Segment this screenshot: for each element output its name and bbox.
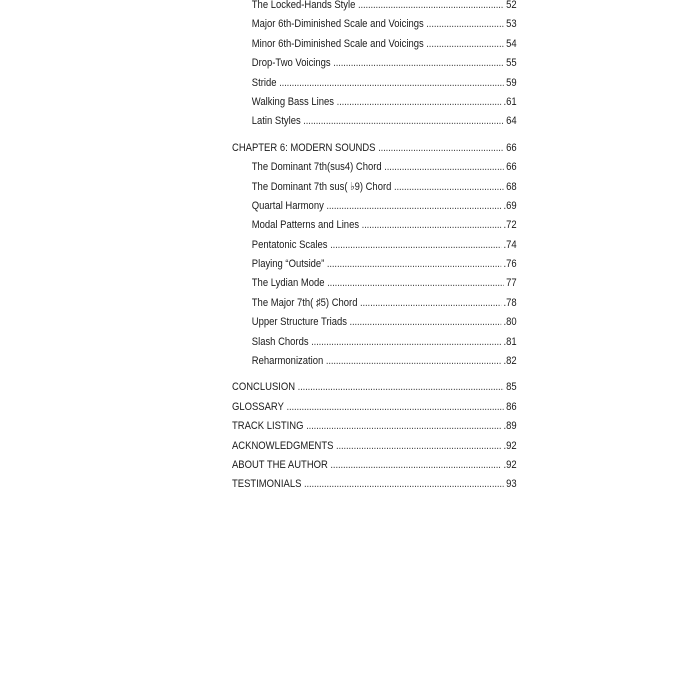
toc-entry-title: Stride xyxy=(251,76,277,89)
toc-entry[interactable] xyxy=(232,398,517,417)
toc-entry[interactable] xyxy=(232,378,517,397)
toc-entry-page: .69 xyxy=(503,199,517,212)
toc-entry-page: 85 xyxy=(506,381,517,394)
toc-entry[interactable] xyxy=(232,313,517,332)
toc-entry-title: Upper Structure Triads xyxy=(251,316,347,329)
toc-entry-page: .80 xyxy=(503,316,517,329)
toc-entry[interactable] xyxy=(232,294,517,313)
dot-leader xyxy=(378,139,503,158)
toc-entry[interactable] xyxy=(232,15,517,34)
dot-leader xyxy=(327,255,501,274)
toc-entry-page: 54 xyxy=(506,37,517,50)
toc-entry-page: 64 xyxy=(506,115,517,128)
toc-entry-page: .61 xyxy=(503,95,517,108)
toc-entry-title: Major 6th-Diminished Scale and Voicings xyxy=(251,18,424,31)
toc-entry-title: TRACK LISTING xyxy=(232,420,304,433)
dot-leader xyxy=(360,294,501,313)
toc-entry-title: CONCLUSION xyxy=(232,381,296,394)
dot-leader xyxy=(298,378,504,397)
toc-entry[interactable] xyxy=(232,74,517,93)
toc-entry-page: .78 xyxy=(503,296,517,309)
dot-leader xyxy=(358,0,504,15)
toc-entry-title: Slash Chords xyxy=(251,335,309,348)
toc-entry-title: TESTIMONIALS xyxy=(232,478,302,491)
toc-group-continued xyxy=(232,0,517,132)
toc-chapter-title: CHAPTER 6: MODERN SOUNDS xyxy=(232,141,376,154)
toc-entry[interactable] xyxy=(232,35,517,54)
toc-entry-title: The Major 7th( ♯5) Chord xyxy=(251,296,358,309)
toc-group-back-matter xyxy=(232,378,517,494)
toc-entry-page: 86 xyxy=(506,400,517,413)
toc-group-chapter-6 xyxy=(232,139,517,372)
toc-entry[interactable] xyxy=(232,216,517,235)
dot-leader xyxy=(337,93,501,112)
dot-leader xyxy=(326,197,501,216)
dot-leader xyxy=(327,274,503,293)
dot-leader xyxy=(384,158,503,177)
toc-entry[interactable] xyxy=(232,112,517,131)
toc-entry-page: .82 xyxy=(503,355,517,368)
toc-entry[interactable] xyxy=(232,333,517,352)
toc-entry[interactable] xyxy=(232,178,517,197)
toc-entry-title: Reharmonization xyxy=(251,355,324,368)
dot-leader xyxy=(426,15,503,34)
toc-entry[interactable] xyxy=(232,456,517,475)
toc-entry[interactable] xyxy=(232,417,517,436)
toc-entry[interactable] xyxy=(232,158,517,177)
toc-entry-page: 53 xyxy=(506,18,517,31)
toc-entry-title: ABOUT THE AUTHOR xyxy=(232,458,328,471)
toc-entry-page: 68 xyxy=(506,180,517,193)
toc-entry[interactable] xyxy=(232,255,517,274)
toc-entry[interactable] xyxy=(232,93,517,112)
toc-entry-page: 66 xyxy=(506,161,517,174)
toc-entry-page: 52 xyxy=(506,0,517,11)
toc-entry-title: Walking Bass Lines xyxy=(251,95,334,108)
toc-entry[interactable] xyxy=(232,54,517,73)
toc-entry-page: .89 xyxy=(503,420,517,433)
toc-entry-title: Playing “Outside” xyxy=(251,258,325,271)
toc-entry-page: .76 xyxy=(503,258,517,271)
dot-leader xyxy=(304,475,504,494)
dot-leader xyxy=(303,112,503,131)
toc-entry-page: .72 xyxy=(503,219,517,232)
dot-leader xyxy=(326,352,501,371)
toc-entry-title: Pentatonic Scales xyxy=(251,238,328,251)
toc-entry-title: Drop-Two Voicings xyxy=(251,57,331,70)
dot-leader xyxy=(336,437,501,456)
toc-entry-page: .81 xyxy=(503,335,517,348)
toc-entry[interactable] xyxy=(232,236,517,255)
toc-entry[interactable] xyxy=(232,274,517,293)
toc-entry-page: .92 xyxy=(503,439,517,452)
toc-entry-title: The Dominant 7th sus( ♭9) Chord xyxy=(251,180,392,193)
toc-entry-page: 93 xyxy=(506,478,517,491)
toc-entry-title: Latin Styles xyxy=(251,115,301,128)
toc-entry-title: ACKNOWLEDGMENTS xyxy=(232,439,334,452)
dot-leader xyxy=(362,216,501,235)
toc-entry-title: The Lydian Mode xyxy=(251,277,325,290)
toc-entry-page: .74 xyxy=(503,238,517,251)
dot-leader xyxy=(394,178,504,197)
toc-chapter-heading[interactable] xyxy=(232,139,517,158)
toc-entry-title: The Locked-Hands Style xyxy=(251,0,356,11)
toc-entry[interactable] xyxy=(232,0,517,15)
dot-leader xyxy=(333,54,503,73)
toc-entry[interactable] xyxy=(232,352,517,371)
toc-entry-page: 59 xyxy=(506,76,517,89)
toc-entry-title: Quartal Harmony xyxy=(251,199,324,212)
dot-leader xyxy=(426,35,503,54)
toc-entry-page: 55 xyxy=(506,57,517,70)
toc-entry[interactable] xyxy=(232,437,517,456)
dot-leader xyxy=(279,74,503,93)
toc-entry-title: GLOSSARY xyxy=(232,400,284,413)
toc-entry-title: Minor 6th-Diminished Scale and Voicings xyxy=(251,37,424,50)
toc-entry[interactable] xyxy=(232,475,517,494)
toc-entry-title: The Dominant 7th(sus4) Chord xyxy=(251,161,382,174)
toc-chapter-page: 66 xyxy=(506,141,517,154)
table-of-contents xyxy=(232,0,517,502)
toc-entry-title: Modal Patterns and Lines xyxy=(251,219,360,232)
dot-leader xyxy=(306,417,501,436)
dot-leader xyxy=(286,398,503,417)
toc-entry-page: .92 xyxy=(503,458,517,471)
dot-leader xyxy=(311,333,501,352)
dot-leader xyxy=(350,313,501,332)
toc-entry-page: 77 xyxy=(506,277,517,290)
dot-leader xyxy=(330,456,500,475)
toc-entry[interactable] xyxy=(232,197,517,216)
dot-leader xyxy=(330,236,501,255)
